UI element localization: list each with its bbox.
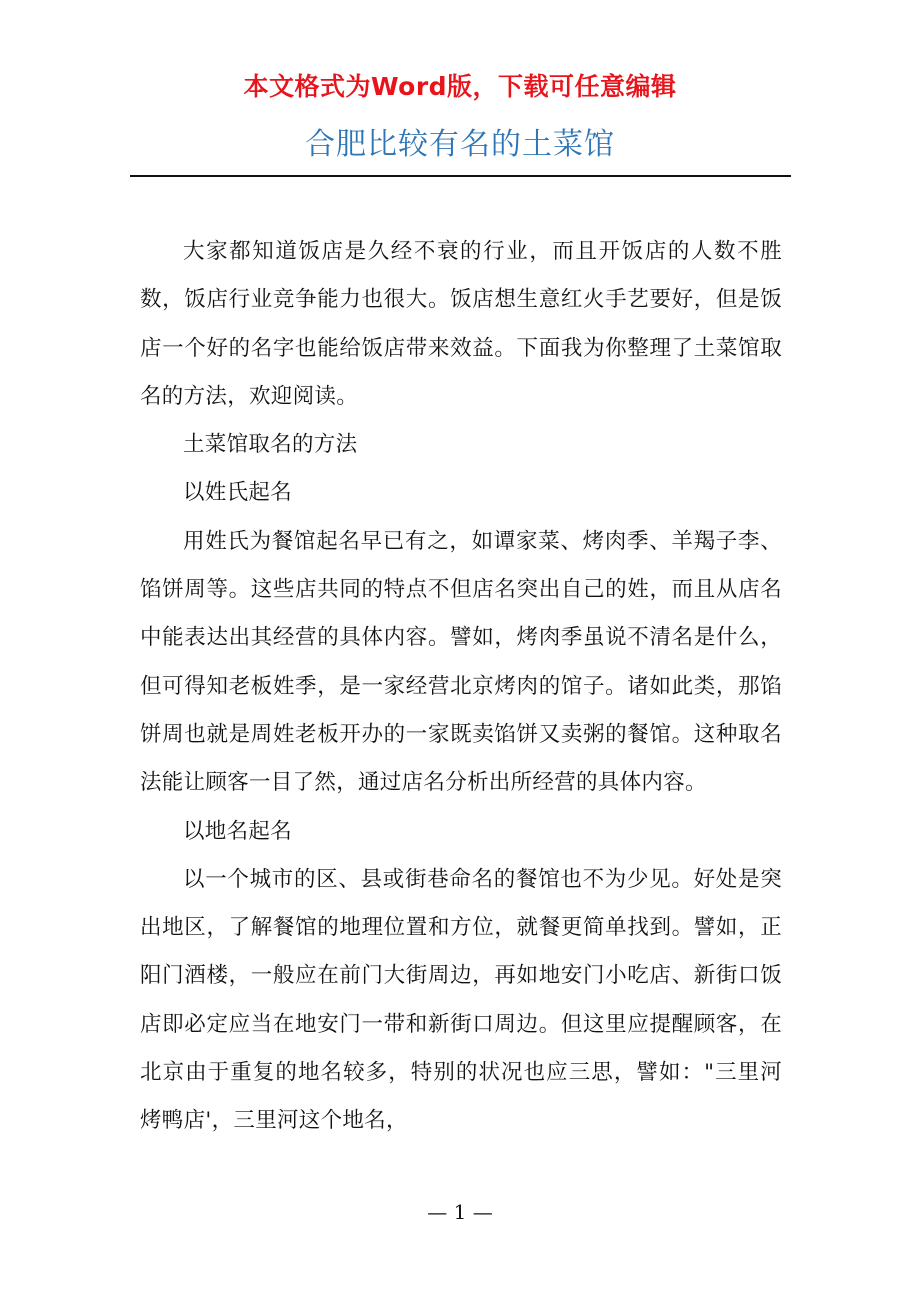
subheading-surname: 以姓氏起名 bbox=[183, 480, 293, 506]
paragraph-place-name: 以一个城市的区、县或街巷命名的餐馆也不为少见。好处是突出地区，了解餐馆的地理位置和方位，就餐更简单找到。譬如，正阳门酒楼，一般应在前门大街周边，再如地安门小吃店、新街口饭店即必定应当在地安门一带和新街口周边。但这里应提醒顾客，在北京由于重复的地名较多，特别的状况也应三思，譬如："三里河烤鸭店'，三里河这个地名， bbox=[140, 866, 782, 1134]
page-title: 合肥比较有名的土菜馆 bbox=[305, 127, 615, 162]
page-number: — 1 — bbox=[427, 1200, 493, 1224]
title-divider bbox=[130, 175, 791, 177]
section-heading-methods: 土菜馆取名的方法 bbox=[183, 432, 358, 458]
paragraph-surname: 用姓氏为餐馆起名早已有之，如谭家菜、烤肉季、羊羯子李、馅饼周等。这些店共同的特点不但店名突出自己的姓，而且从店名中能表达出其经营的具体内容。譬如，烤肉季虽说不清名是什么，但可得知老板姓季，是一家经营北京烤肉的馆子。诸如此类，那馅饼周也就是周姓老板开办的一家既卖馅饼又卖粥的餐馆。这种取名法能让顾客一目了然，通过店名分析出所经营的具体内容。 bbox=[140, 528, 782, 796]
download-notice: 本文格式为Word版，下载可任意编辑 bbox=[243, 72, 677, 101]
document-body bbox=[140, 228, 782, 1146]
paragraph-intro: 大家都知道饭店是久经不衰的行业，而且开饭店的人数不胜数，饭店行业竞争能力也很大。饭店想生意红火手艺要好，但是饭店一个好的名字也能给饭店带来效益。下面我为你整理了土菜馆取名的方法，欢迎阅读。 bbox=[140, 239, 782, 409]
subheading-place-name: 以地名起名 bbox=[183, 818, 293, 844]
